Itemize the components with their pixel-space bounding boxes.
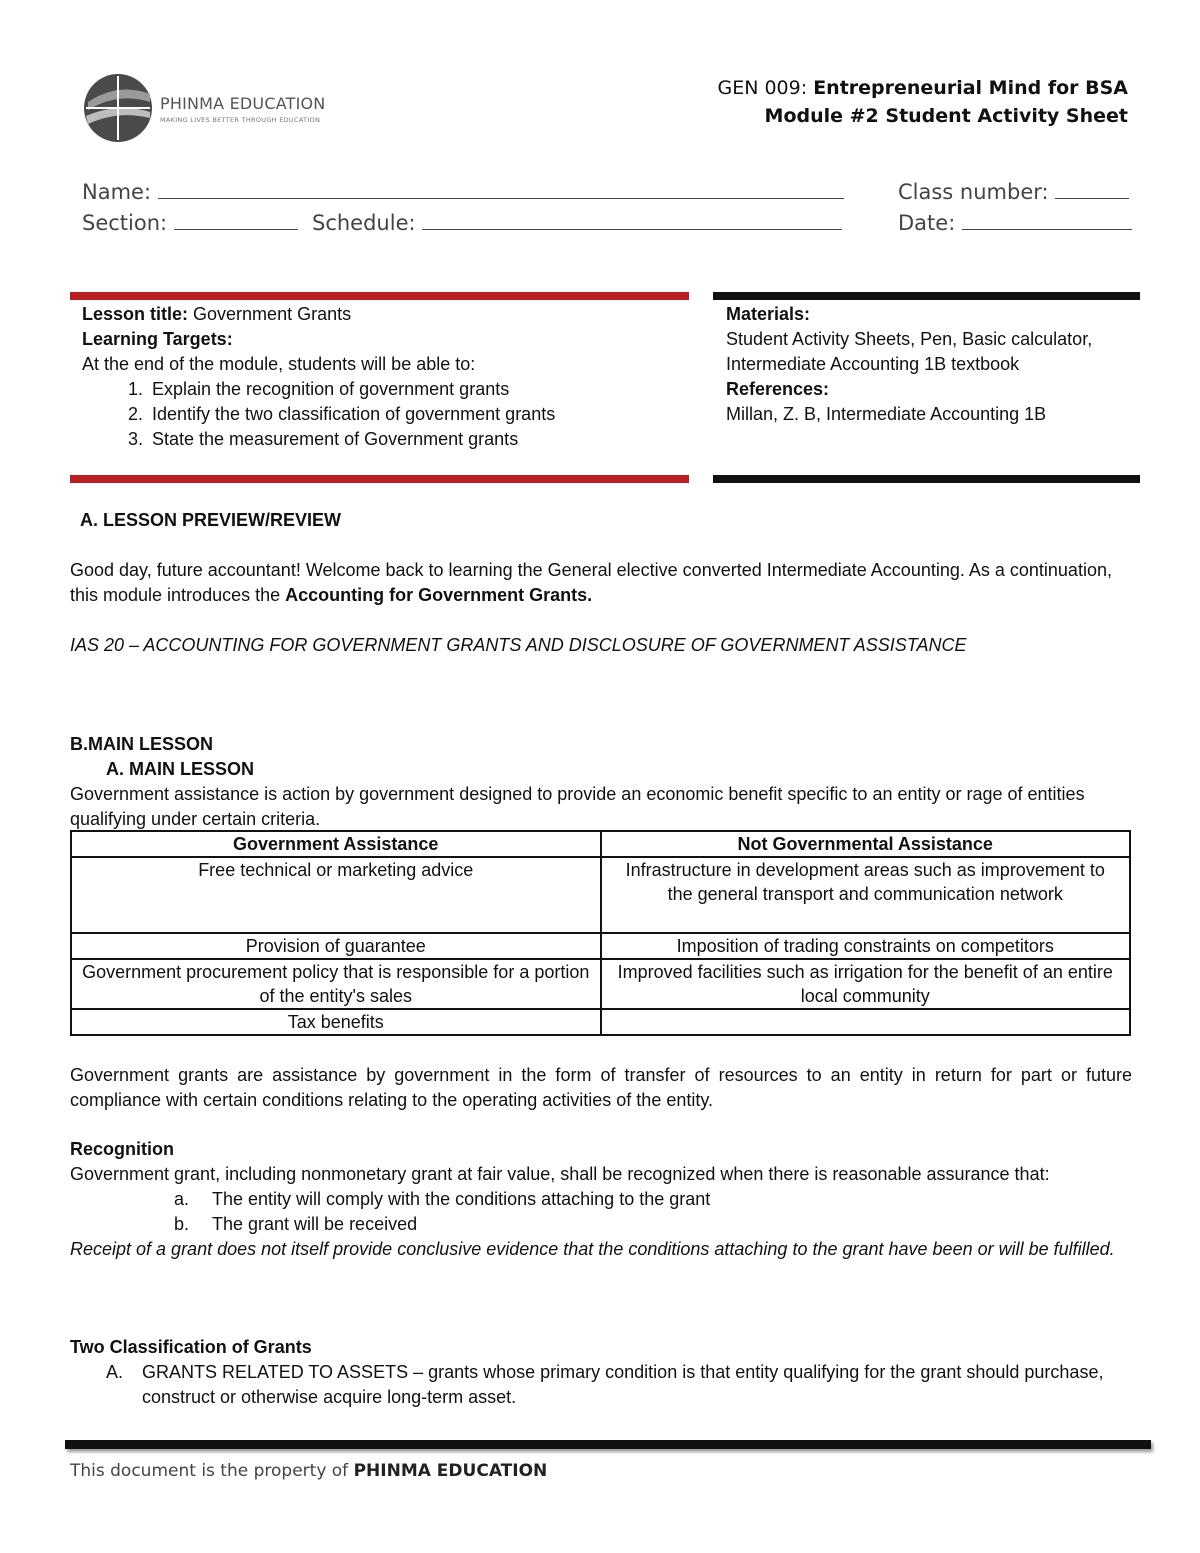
classification-heading: Two Classification of Grants [70,1337,312,1357]
classification-section [70,1335,1132,1410]
section-b-heading: B.MAIN LESSON [70,734,214,754]
document-header [717,74,1128,130]
recognition-list [70,1187,1132,1237]
footer-text: This document is the property of [70,1461,354,1481]
class-number-field[interactable] [898,180,1129,204]
section-label: Section: [82,211,168,235]
table-header-row [71,831,1130,857]
table-cell: Improved facilities such as irrigation for the benefit of an entire local community [601,959,1131,1009]
date-blank[interactable] [962,211,1132,230]
list-text: The entity will comply with the conditions attaching to the grant [212,1189,711,1209]
list-item: 2. Identify the two classification of government grants [148,402,682,427]
table-row [71,1009,1130,1035]
lesson-title-label: Lesson title: [82,304,189,324]
recognition-heading: Recognition [70,1139,174,1159]
table-cell: Provision of guarantee [71,933,601,959]
section-field[interactable] [82,211,298,235]
assistance-intro: Government assistance is action by government designed to provide an economic benefit specific to an entity or rage of entities qualifying under certain criteria. [70,784,1085,829]
phinma-emblem-icon [78,72,158,144]
phinma-logo [78,72,338,142]
table-cell: Government procurement policy that is responsible for a portion of the entity's sales [71,959,601,1009]
table-cell: Free technical or marketing advice [71,857,601,933]
footer-rule [65,1440,1151,1449]
recognition-text: Government grant, including nonmonetary grant at fair value, shall be recognized when there is reasonable assurance that: [70,1164,1050,1184]
table-header: Not Governmental Assistance [601,831,1131,857]
intro-text: Good day, future accountant! Welcome back to learning the General elective converted Intermediate Accounting. As a continuation, this module introduces the [70,560,1112,605]
date-label: Date: [898,211,956,235]
schedule-label: Schedule: [312,211,416,235]
list-item [70,1360,1132,1410]
list-item: 1. Explain the recognition of government grants [148,377,682,402]
section-blank[interactable] [174,211,298,230]
table-header: Government Assistance [71,831,601,857]
table-row [71,857,1130,933]
section-b [70,732,1132,832]
lesson-box-bottom-rule [70,475,689,483]
class-number-blank[interactable] [1055,180,1129,199]
section-a [70,508,1132,658]
name-field[interactable] [82,180,844,204]
list-marker: A. [106,1362,124,1382]
recognition-section [70,1137,1132,1262]
table-cell: Imposition of trading constraints on competitors [601,933,1131,959]
materials-box [726,302,1131,427]
ias-heading: IAS 20 – ACCOUNTING FOR GOVERNMENT GRANTS AND DISCLOSURE OF GOVERNMENT ASSISTANCE [70,635,967,655]
grants-definition: Government grants are assistance by government in the form of transfer of resources to an entity in return for part or future compliance with certain conditions relating to the operating activities of the entity. [70,1065,1132,1110]
list-marker: a. [174,1189,190,1209]
footer [70,1461,547,1481]
table-cell: Tax benefits [71,1009,601,1035]
lesson-box-top-rule [70,292,689,300]
list-marker: b. [174,1214,190,1234]
section-a-heading: A. LESSON PREVIEW/REVIEW [80,510,342,530]
learning-targets-intro: At the end of the module, students will be able to: [82,354,476,374]
name-label: Name: [82,180,152,204]
schedule-blank[interactable] [422,211,842,230]
table-cell [601,1009,1131,1035]
learning-targets-label: Learning Targets: [82,329,233,349]
list-item: 3. State the measurement of Government grants [148,427,682,452]
table-row [71,959,1130,1009]
list-item [70,1187,1132,1212]
main-lesson-subheading: A. MAIN LESSON [106,759,255,779]
materials-box-top-rule [713,292,1140,300]
references-label: References: [726,379,830,399]
date-field[interactable] [898,211,1132,235]
assistance-table [70,830,1131,1036]
schedule-field[interactable] [312,211,842,235]
name-blank[interactable] [158,180,844,199]
materials-box-bottom-rule [713,475,1140,483]
recognition-note: Receipt of a grant does not itself provide conclusive evidence that the conditions attaching to the grant have been or will be fulfilled. [70,1239,1115,1259]
references-value: Millan, Z. B, Intermediate Accounting 1B [726,404,1047,424]
course-code: GEN 009: [717,77,808,99]
list-text: GRANTS RELATED TO ASSETS – grants whose primary condition is that entity qualifying for the grant should purchase, construct or otherwise acquire long-term asset. [142,1362,1104,1407]
table-cell: Infrastructure in development areas such as improvement to the general transport and communication network [601,857,1131,933]
intro-bold-text: Accounting for Government Grants. [285,585,593,605]
course-title: Entrepreneurial Mind for BSA [813,77,1128,99]
table-row [71,933,1130,959]
class-number-label: Class number: [898,180,1049,204]
logo-tagline: MAKING LIVES BETTER THROUGH EDUCATION [160,116,321,124]
section-a-intro [70,558,1132,608]
materials-value: Student Activity Sheets, Pen, Basic calculator, Intermediate Accounting 1B textbook [726,329,1093,374]
module-title: Module #2 Student Activity Sheet [764,105,1128,127]
lesson-info-box [82,302,682,452]
lesson-title-value: Government Grants [193,304,352,324]
logo-name: PHINMA EDUCATION [160,94,326,113]
footer-brand: PHINMA EDUCATION [353,1461,548,1481]
learning-targets-list [82,377,682,452]
materials-label: Materials: [726,304,811,324]
list-item [70,1212,1132,1237]
list-text: The grant will be received [212,1214,418,1234]
